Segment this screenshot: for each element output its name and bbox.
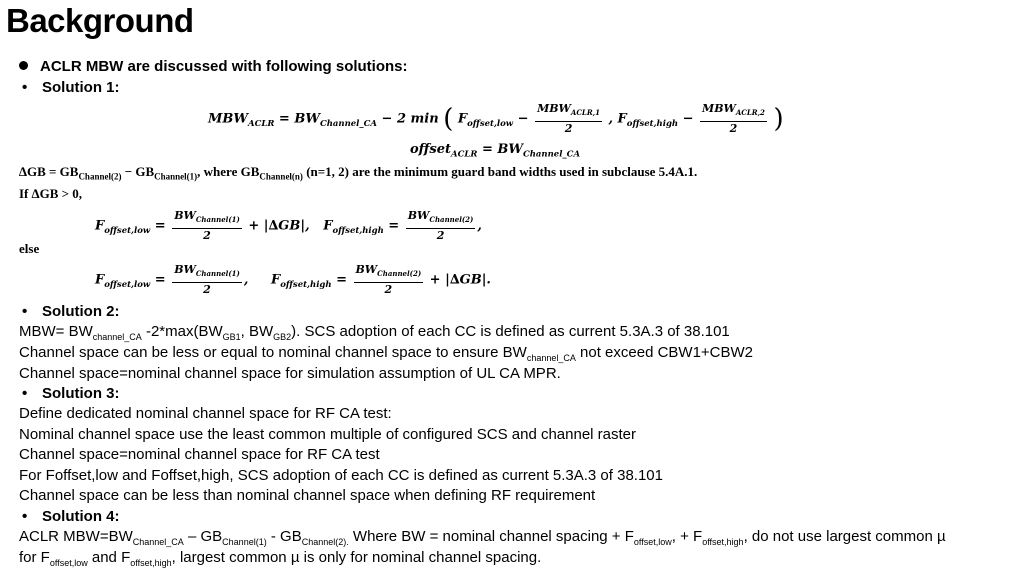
solution1-heading: • Solution 1: bbox=[22, 79, 120, 96]
solution4-heading: • Solution 4: bbox=[22, 508, 120, 525]
intro-text: ACLR MBW are discussed with following solutions: bbox=[40, 58, 408, 75]
if-case-equations: $F_{offset,low}$ = $\frac{BW_{Channel(1)}}{2}$ + |∆GB|, $F_{offset,high}$ = $\frac{BW_{Channel(2)}}{2}$ , bbox=[95, 209, 482, 243]
else-label: else bbox=[19, 241, 40, 256]
else-case-equations: $F_{offset,low}$ = $\frac{BW_{Channel(1)}}{2}$ , $F_{offset,high}$ = $\frac{BW_{Channel(2)}}{2}$ + |∆GB|. bbox=[95, 263, 491, 297]
solution2-line1: $MBW= BW_{channel\_CA}$ $-2*\max(BW_{GB1}$, $BW_{GB2}$). SCS adoption of each CC is defined as current 5.3A.3 of 38.101 bbox=[19, 323, 730, 342]
page-title: Background bbox=[6, 2, 194, 39]
solution3-line5: Channel space can be less than nominal channel space when defining RF requirement bbox=[19, 487, 596, 504]
solution2-line3: Channel space=nominal channel space for simulation assumption of UL CA MPR. bbox=[19, 365, 561, 382]
solution3-line2: Nominal channel space use the least common multiple of configured SCS and channel raster bbox=[19, 426, 637, 443]
solution2-heading: • Solution 2: bbox=[22, 303, 120, 320]
bullet-icon: • bbox=[22, 508, 28, 525]
equation-mbw-aclr: $MBW_{ACLR} = BW_{Channel\_CA} - 2$ min ( $F_{offset,low}$ − $\frac{MBW_{ACLR,1}}{2}$ , $F_{offset,high}$ − $\frac{MBW_{ACLR,2}}{2}$ ) bbox=[208, 102, 784, 136]
fraction: $\frac{BW_{Channel(2)}}{2}$ bbox=[355, 263, 422, 297]
solution3-line4: For Foffset,low and Foffset,high, SCS adoption of each CC is defined as current 5.3A.3 of 38.101 bbox=[19, 467, 663, 484]
filled-bullet-icon bbox=[19, 61, 28, 70]
bullet-icon: • bbox=[22, 385, 28, 402]
fraction: $\frac{BW_{Channel(1)}}{2}$ bbox=[174, 209, 240, 243]
solution4-line2: for $F_{offset,low}$ and $F_{offset,high}$, largest common µ is only for nominal channel spacing. bbox=[19, 549, 542, 568]
if-condition: If ∆GB > 0, bbox=[19, 186, 83, 201]
solution4-line1: ACLR $MBW=BW_{Channel\_CA} - GB_{Channel(1)} - GB_{Channel(2).}$ Where BW = nominal channel spacing + $F_{offset,low}$, + $F_{offset,high}$, do not use largest common µ bbox=[19, 528, 946, 547]
fraction: $\frac{BW_{Channel(1)}}{2}$ bbox=[174, 263, 240, 297]
equation-offset-aclr: offset$_{ACLR}$ = $BW_{Channel\_CA}$ bbox=[410, 142, 581, 160]
fraction: $\frac{MBW_{ACLR,1}}{2}$ bbox=[537, 102, 600, 136]
solution3-heading: • Solution 3: bbox=[22, 385, 120, 402]
bullet-icon: • bbox=[22, 79, 28, 96]
solution3-line3: Channel space=nominal channel space for RF CA test bbox=[19, 446, 380, 463]
solution3-line1: Define dedicated nominal channel space for RF CA test: bbox=[19, 405, 392, 422]
delta-gb-definition: $\Delta GB = GB_{Channel(2)} - GB_{Channel(1)}$, where $GB_{Channel(n)}$ (n=1, 2) are the minimum guard band widths used in subclause 5.4A.1. bbox=[19, 164, 698, 182]
fraction: $\frac{MBW_{ACLR,2}}{2}$ bbox=[702, 102, 765, 136]
solution2-line2: Channel space can be less or equal to nominal channel space to ensure $BW_{channel\_CA}$ not exceed CBW1+CBW2 bbox=[19, 344, 754, 363]
intro-line bbox=[19, 57, 408, 77]
bullet-icon: • bbox=[22, 303, 28, 320]
fraction: $\frac{BW_{Channel(2)}}{2}$ bbox=[407, 209, 474, 243]
